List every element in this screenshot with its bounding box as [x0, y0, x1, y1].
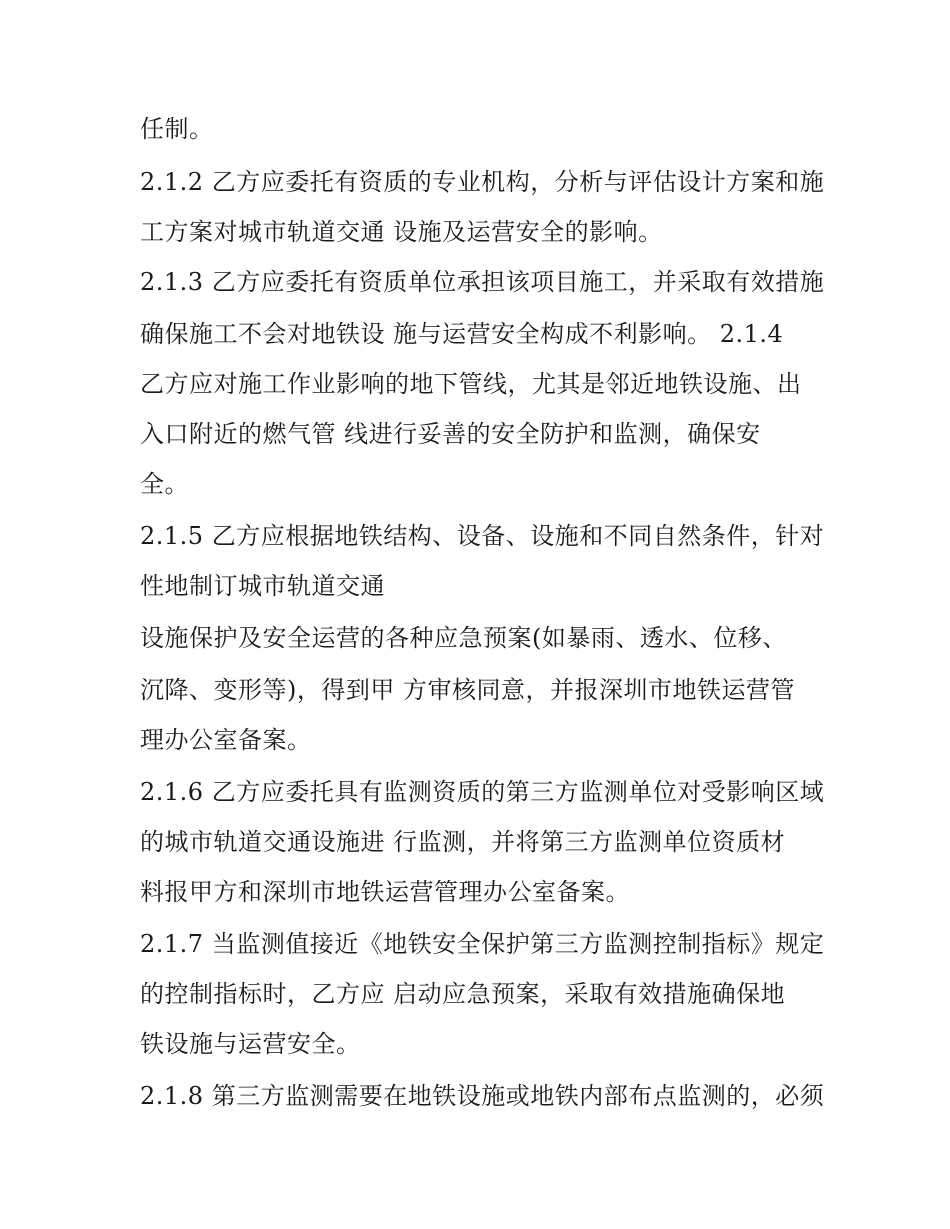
text-line: 工方案对城市轨道交通 设施及运营安全的影响。 [140, 218, 663, 246]
text-line: 的城市轨道交通设施进 行监测，并将第三方监测单位资质材 [140, 828, 786, 856]
text-line: 性地制订城市轨道交通 [140, 572, 385, 600]
text-line: 设施保护及安全运营的各种应急预案(如暴雨、透水、位移、 [140, 624, 787, 652]
text-line: 全。 [140, 470, 189, 498]
text-line: 乙方应对施工作业影响的地下管线，尤其是邻近地铁设施、出 [140, 370, 802, 398]
text-line: 理办公室备案。 [140, 726, 312, 754]
text-line: 2.1.8 第三方监测需要在地铁设施或地铁内部布点监测的，必须 [140, 1082, 825, 1110]
text-line: 2.1.6 乙方应委托具有监测资质的第三方监测单位对受影响区域 [140, 778, 825, 806]
text-line: 料报甲方和深圳市地铁运营管理办公室备案。 [140, 878, 630, 906]
text-line: 入口附近的燃气管 线进行妥善的安全防护和监测，确保安 [140, 420, 761, 448]
text-line: 任制。 [140, 115, 214, 143]
text-line: 2.1.7 当监测值接近《地铁安全保护第三方监测控制指标》规定 [140, 930, 825, 958]
text-line: 2.1.3 乙方应委托有资质单位承担该项目施工，并采取有效措施 [140, 268, 825, 296]
text-line: 2.1.2 乙方应委托有资质的专业机构，分析与评估设计方案和施 [140, 168, 825, 196]
text-line: 沉降、变形等)，得到甲 方审核同意，并报深圳市地铁运营管 [140, 676, 795, 704]
text-line: 2.1.5 乙方应根据地铁结构、设备、设施和不同自然条件，针对 [140, 522, 825, 550]
text-line: 的控制指标时，乙方应 启动应急预案，采取有效措施确保地 [140, 980, 786, 1008]
text-line: 铁设施与运营安全。 [140, 1030, 361, 1058]
text-line: 确保施工不会对地铁设 施与运营安全构成不利影响。 2.1.4 [140, 320, 784, 348]
